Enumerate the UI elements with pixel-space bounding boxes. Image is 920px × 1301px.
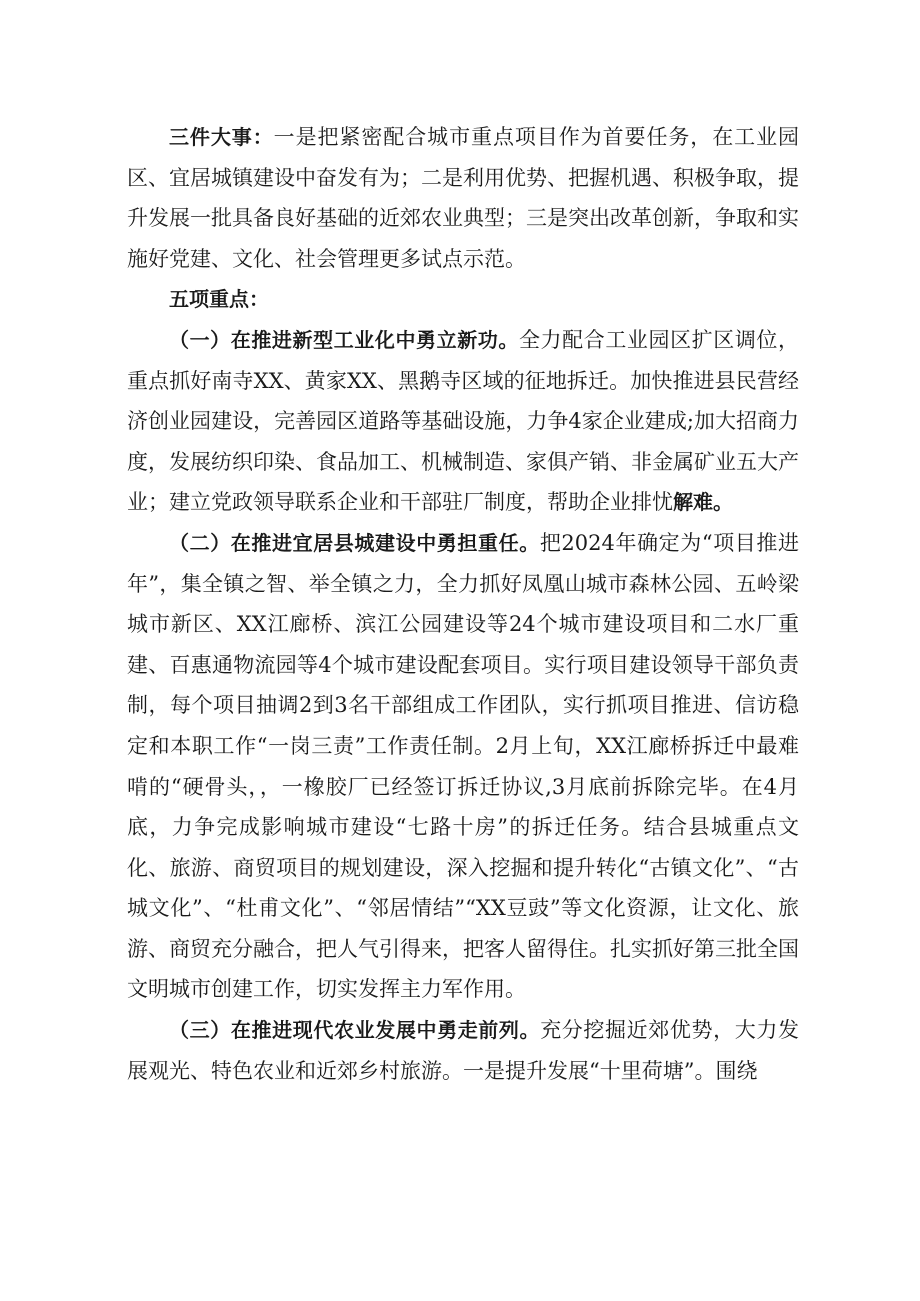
paragraph-five-priorities <box>127 279 799 320</box>
paragraph-text: 一是把紧密配合城市重点项目作为首要任务，在工业园区、宜居城镇建设中奋发有为；二是利用优势、把握机遇、积极争取，提升发展一批具备良好基础的近郊农业典型；三是突出改革创新，争取和实施好党建、文化、社会管理更多试点示范。 <box>127 125 800 271</box>
paragraph-tail: 解难。 <box>673 490 733 515</box>
paragraph-text: 充分挖掘近郊优势，大力发展观光、特色农业和近郊乡村旅游。一是提升发展“十里荷塘”。围绕 <box>127 1018 800 1083</box>
paragraph-heading: （三）在推进现代农业发展中勇走前列。 <box>169 1018 541 1043</box>
document-body <box>127 117 799 1091</box>
paragraph-three-major-tasks <box>127 117 799 279</box>
paragraph-text: 把2024年确定为“项目推进年”，集全镇之智、举全镇之力，全力抓好凤凰山城市森林公园、五岭梁城市新区、XX江廊桥、滨江公园建设等24个城市建设项目和二水厂重建、百惠通物流园等4个城市建设配套项目。实行项目建设领导干部负责制，每个项目抽调2到3名干部组成工作团队，实行抓项目推进、信访稳定和本职工作“一岗三责”工作责任制。2月上旬，XX江廊桥拆迁中最难啃的“硬骨头，，一橡胶厂已经签订拆迁协议,3月底前拆除完毕。在4月底，力争完成影响城市建设“七路十房”的拆迁任务。结合县城重点文化、旅游、商贸项目的规划建设，深入挖掘和提升转化“古镇文化”、“古城文化”、“杜甫文化”、“邻居情结”“XX豆豉”等文化资源，让文化、旅游、商贸充分融合，把人气引得来，把客人留得住。扎实抓好第三批全国文明城市创建工作，切实发挥主力军作用。 <box>127 530 799 1002</box>
paragraph-heading: （二）在推进宜居县城建设中勇担重任。 <box>169 530 540 555</box>
paragraph-county-construction <box>127 523 799 1010</box>
paragraph-heading: （一）在推进新型工业化中勇立新功。 <box>169 327 519 352</box>
paragraph-text: 全力配合工业园区扩区调位，重点抓好南寺XX、黄家XX、黑鹅寺区域的征地拆迁。加快推进县民营经济创业园建设，完善园区道路等基础设施，力争4家企业建成;加大招商力度，发展纺织印染、食品加工、机械制造、家俱产销、非金属矿业五大产业；建立党政领导联系企业和干部驻厂制度，帮助企业排忧 <box>127 327 800 515</box>
paragraph-modern-agriculture <box>127 1010 799 1091</box>
paragraph-heading: 五项重点： <box>169 287 269 312</box>
paragraph-industrialization <box>127 320 799 523</box>
paragraph-heading: 三件大事： <box>169 125 274 149</box>
